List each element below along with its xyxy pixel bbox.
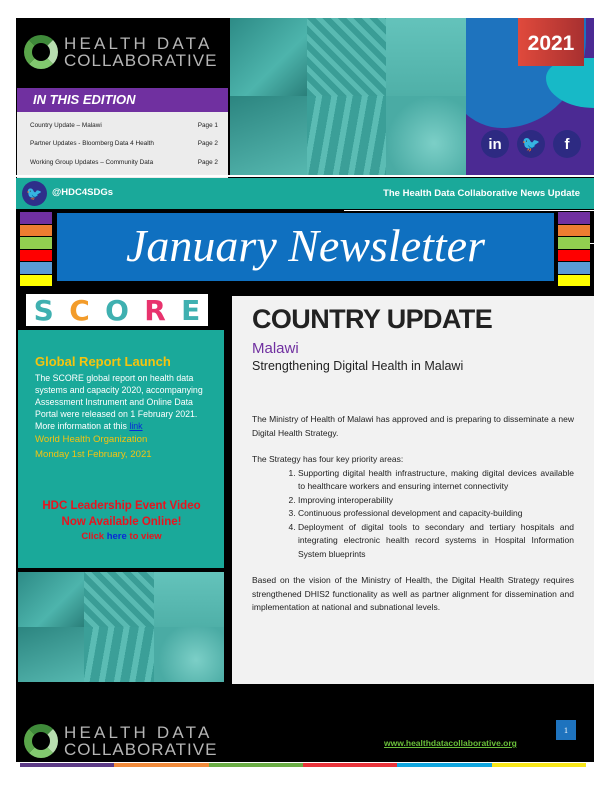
video-here-link[interactable]: here	[106, 531, 127, 542]
paragraph: The Ministry of Health of Malawi has approved and is preparing to disseminate a new Digital Health Strategy.	[252, 414, 574, 438]
year-badge: 2021	[518, 18, 584, 66]
newsletter-page	[16, 18, 594, 762]
logo-ring-icon	[24, 724, 58, 758]
website-link[interactable]: www.healthdatacollaborative.org	[384, 738, 517, 748]
footer-photo-collage	[18, 572, 224, 682]
edition-item-page: Page 2	[197, 140, 218, 148]
edition-item-label: Working Group Updates – Community Data	[30, 158, 154, 166]
photo-worker	[154, 627, 224, 682]
country-name: Malawi	[252, 340, 299, 357]
global-report-title: Global Report Launch	[35, 354, 171, 369]
logo-ring-icon	[24, 35, 58, 69]
photo-elder	[18, 627, 84, 682]
edition-item-page: Page 1	[197, 121, 218, 129]
paragraph: The Strategy has four key priority areas:	[252, 454, 404, 464]
edition-item-label: Country Update – Malawi	[30, 121, 102, 129]
score-logo: S C O R E	[26, 294, 208, 326]
divider	[16, 175, 610, 177]
photo-group	[84, 627, 154, 682]
news-update-title: The Health Data Collaborative News Update	[383, 188, 580, 199]
color-stripes-left	[20, 212, 52, 287]
list-item: 1. Supporting digital health infrastructure, making digital devices available to healthcare workers and ensuring internet connectivity	[298, 467, 574, 494]
global-report-card: Global Report Launch The SCORE global report on health data systems and capacity 2020, accompanying Assessment Instrument and Online Data Portal were released on 1 February 2021. More information at this link World Health Organization Monday 1st February, 2021 HDC Leadership Event Video Now Available Online! Click here to view	[18, 330, 224, 568]
photo-woman-child	[18, 572, 84, 627]
priority-list	[288, 467, 574, 562]
photo-worker	[386, 96, 466, 175]
country-update-section	[232, 296, 594, 684]
divider	[590, 243, 610, 244]
brand-panel	[466, 18, 594, 175]
photo-elder	[230, 96, 307, 175]
edition-title: IN THIS EDITION	[17, 88, 228, 112]
page-number: 1	[556, 720, 576, 740]
photo-crowd	[84, 572, 154, 627]
header-photo-collage	[230, 18, 466, 175]
edition-item[interactable]	[30, 135, 218, 154]
more-info-link[interactable]: link	[129, 421, 143, 431]
photo-crowd	[307, 18, 386, 96]
leadership-event: HDC Leadership Event Video Now Available Online! Click here to view	[42, 500, 201, 542]
divider	[344, 210, 610, 211]
linkedin-icon[interactable]: in	[481, 130, 509, 158]
section-heading: COUNTRY UPDATE	[252, 304, 493, 334]
list-item: 3. Continuous professional development and capacity-building	[298, 507, 574, 521]
social-links	[481, 130, 581, 158]
edition-item-page: Page 2	[197, 158, 218, 166]
twitter-icon[interactable]: 🐦	[22, 181, 47, 206]
paragraph: Based on the vision of the Ministry of Health, the Digital Health Strategy requires strengthened DHIS2 functionality as well as partner alignment for dissemination and implementation at national and subnational levels.	[252, 575, 574, 612]
edition-item[interactable]	[30, 116, 218, 135]
photo-wheelchair	[386, 18, 466, 96]
twitter-handle[interactable]: @HDC4SDGs	[52, 187, 113, 198]
facebook-icon[interactable]: f	[553, 130, 581, 158]
footer-logo: HEALTH DATA COLLABORATIVE	[24, 724, 217, 758]
in-this-edition	[17, 88, 228, 179]
report-date: Monday 1st February, 2021	[35, 449, 152, 460]
list-item: 2. Improving interoperability	[298, 494, 574, 508]
global-report-body: The SCORE global report on health data systems and capacity 2020, accompanying Assessment Instrument and Online Data Portal were released on 1 February 2021.	[35, 373, 203, 419]
photo-woman-child	[230, 18, 307, 96]
logo-line-1: HEALTH DATA	[64, 34, 213, 53]
color-stripes-right	[558, 212, 590, 287]
photo-wheelchair	[154, 572, 224, 627]
footer-color-bar	[20, 763, 586, 767]
article-subtitle: Strengthening Digital Health in Malawi	[252, 359, 464, 373]
edition-item-label: Partner Updates - Bloomberg Data 4 Health	[30, 140, 154, 148]
newsletter-title: January Newsletter	[57, 213, 554, 281]
logo-line-2: COLLABORATIVE	[64, 51, 218, 70]
report-source: World Health Organization	[35, 434, 148, 445]
news-bar	[16, 178, 594, 209]
photo-group	[307, 96, 386, 175]
twitter-icon[interactable]: 🐦	[517, 130, 545, 158]
hdc-logo	[24, 30, 224, 74]
list-item: 4. Deployment of digital tools to secondary and tertiary hospitals and integrating electronic health record systems in Hospital Information System blueprints	[298, 521, 574, 562]
edition-item[interactable]	[30, 153, 218, 172]
